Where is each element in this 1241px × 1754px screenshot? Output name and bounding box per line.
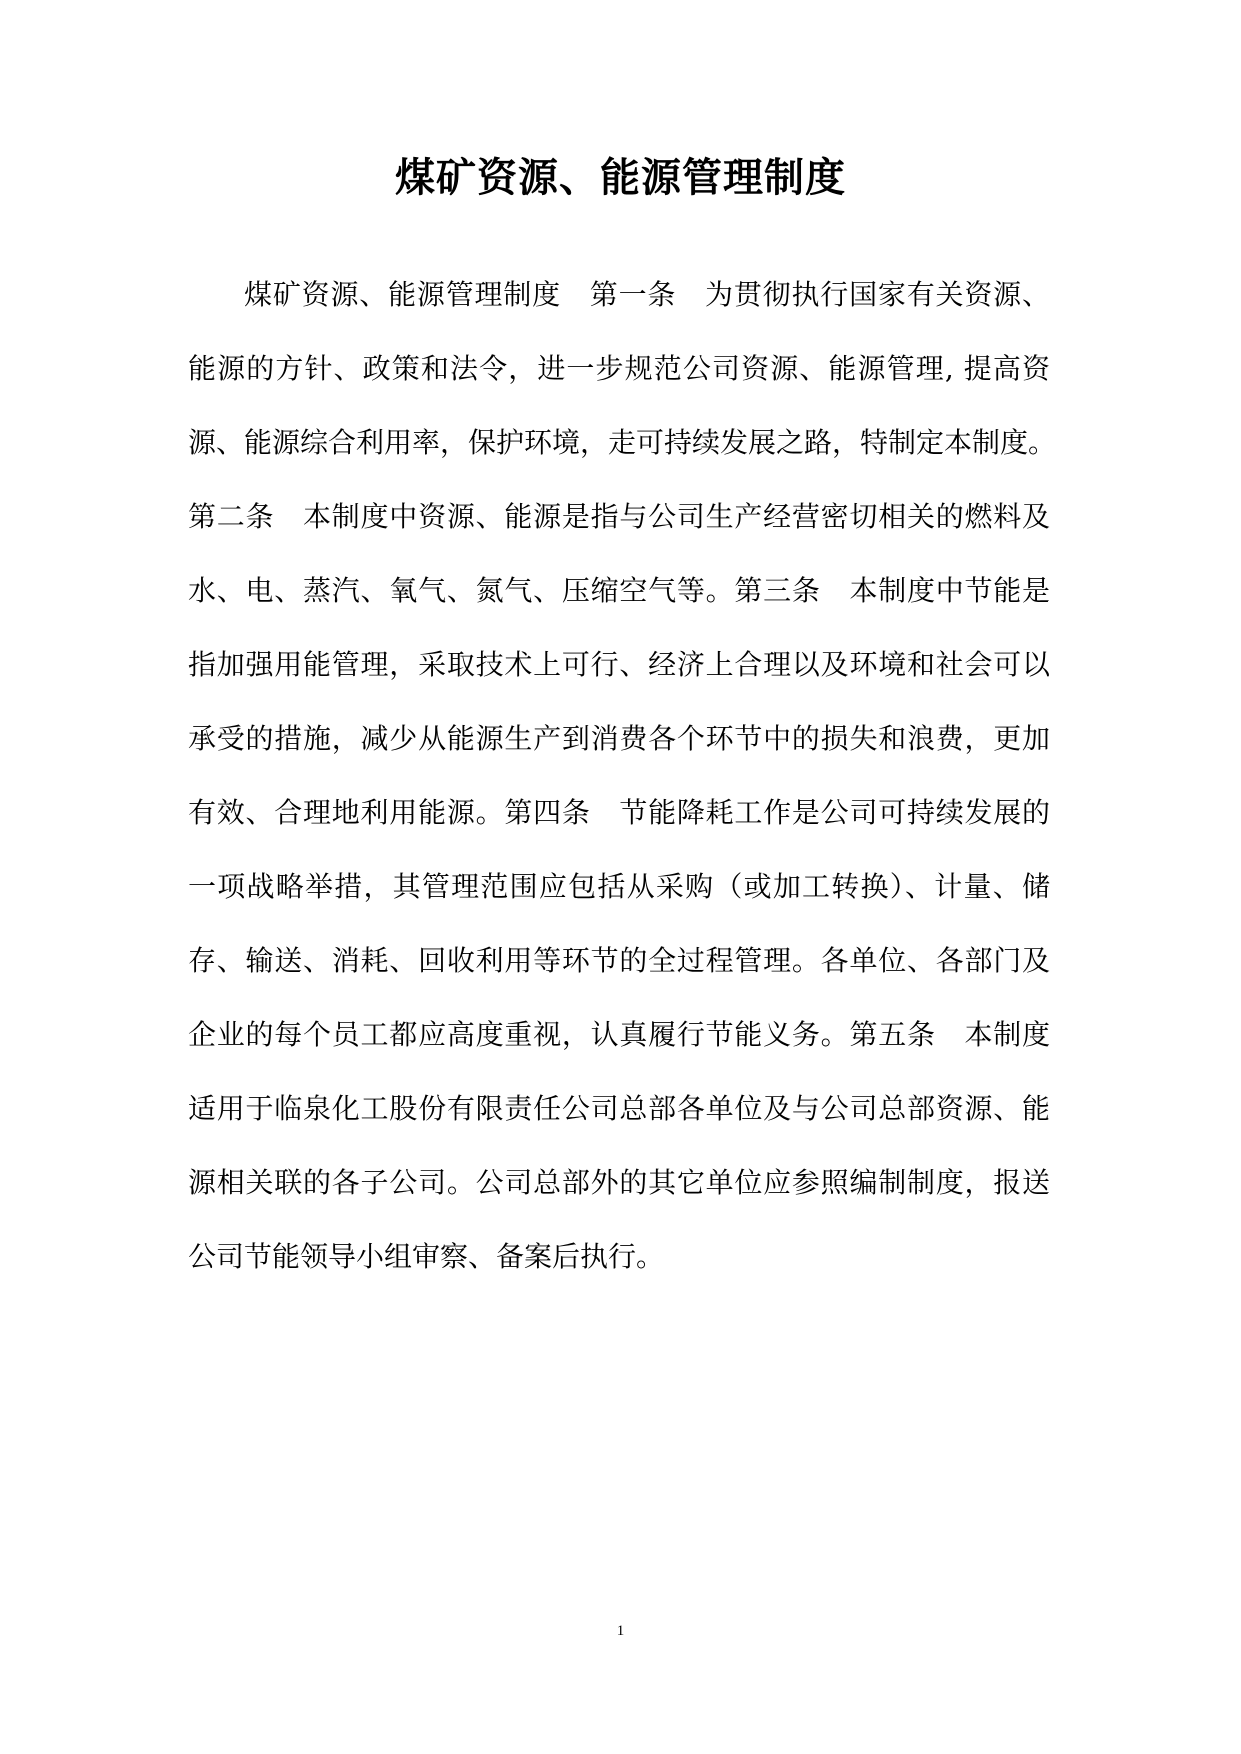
- body-line: 水、电、蒸汽、氧气、氮气、压缩空气等。第三条 本制度中节能是: [188, 574, 1050, 607]
- page-number: 1: [616, 1623, 625, 1639]
- body-line: 源相关联的各子公司。公司总部外的其它单位应参照编制制度，报送: [188, 1166, 1050, 1199]
- document-body: [188, 258, 1057, 1294]
- body-line: 有效、合理地利用能源。第四条 节能降耗工作是公司可持续发展的: [188, 796, 1050, 829]
- body-line: 第二条 本制度中资源、能源是指与公司生产经营密切相关的燃料及: [188, 500, 1050, 533]
- body-line: 公司节能领导小组审察、备案后执行。: [188, 1240, 665, 1273]
- body-line: 企业的每个员工都应高度重视，认真履行节能义务。第五条 本制度: [188, 1018, 1050, 1051]
- body-line: 承受的措施，减少从能源生产到消费各个环节中的损失和浪费，更加: [188, 722, 1050, 755]
- body-line: 源、能源综合利用率，保护环境，走可持续发展之路，特制定本制度。: [188, 426, 1057, 459]
- body-line: 存、输送、消耗、回收利用等环节的全过程管理。各单位、各部门及: [188, 944, 1050, 977]
- body-line: 一项战略举措，其管理范围应包括从采购（或加工转换）、计量、储: [188, 870, 1050, 903]
- body-line: 指加强用能管理，采取技术上可行、经济上合理以及环境和社会可以: [188, 648, 1050, 681]
- body-line: 能源的方针、政策和法令，进一步规范公司资源、能源管理, 提高资: [188, 352, 1050, 385]
- document-title: 煤矿资源、能源管理制度: [395, 154, 846, 201]
- body-line: 煤矿资源、能源管理制度 第一条 为贯彻执行国家有关资源、: [244, 278, 1050, 311]
- body-line: 适用于临泉化工股份有限责任公司总部各单位及与公司总部资源、能: [188, 1092, 1050, 1125]
